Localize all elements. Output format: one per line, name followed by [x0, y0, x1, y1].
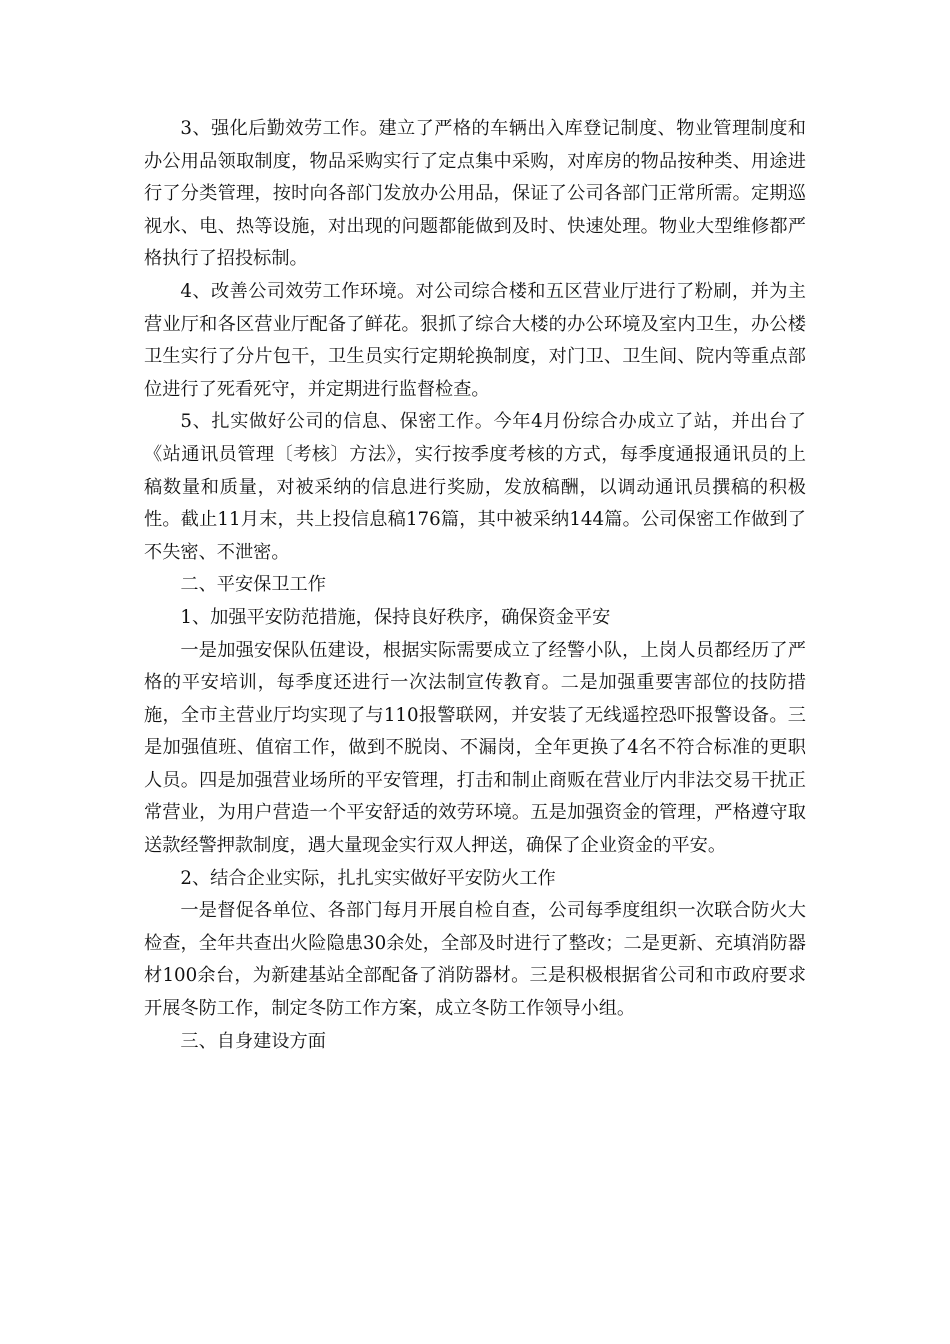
paragraph-information-confidentiality: 5、扎实做好公司的信息、保密工作。今年4月份综合办成立了站，并出台了《站通讯员管理〔考核〕方法》，实行按季度考核的方式，每季度通报通讯员的上稿数量和质量，对被采纳的信息进行奖励，发放稿酬，以调动通讯员撰稿的积极性。截止11月末，共上投信息稿176篇，其中被采纳144篇。公司保密工作做到了不失密、不泄密。 — [144, 411, 806, 563]
section-heading-self-construction: 三、自身建设方面 — [180, 1030, 326, 1052]
paragraph-work-environment: 4、改善公司效劳工作环境。对公司综合楼和五区营业厅进行了粉刷，并为主营业厅和各区营业厅配备了鲜花。狠抓了综合大楼的办公环境及室内卫生，办公楼卫生实行了分片包干，卫生员实行定期轮换制度，对门卫、卫生间、院内等重点部位进行了死看死守，并定期进行监督检查。 — [144, 280, 806, 400]
paragraph-security-measures: 一是加强安保队伍建设，根据实际需要成立了经警小队，上岗人员都经历了严格的平安培训，每季度还进行一次法制宣传教育。二是加强重要害部位的技防措施，全市主营业厅均实现了与110报警联网，并安装了无线遥控恐吓报警设备。三是加强值班、值宿工作，做到不脱岗、不漏岗，全年更换了4名不符合标准的更职人员。四是加强营业场所的平安管理，打击和制止商贩在营业厅内非法交易干扰正常营业，为用户营造一个平安舒适的效劳环境。五是加强资金的管理，严格遵守取送款经警押款制度，遇大量现金实行双人押送，确保了企业资金的平安。 — [144, 639, 806, 857]
section-heading-security: 二、平安保卫工作 — [180, 574, 326, 596]
paragraph-logistics-service: 3、强化后勤效劳工作。建立了严格的车辆出入库登记制度、物业管理制度和办公用品领取制度，物品采购实行了定点集中采购，对库房的物品按种类、用途进行了分类管理，按时向各部门发放办公用品，保证了公司各部门正常所需。定期巡视水、电、热等设施，对出现的问题都能做到及时、快速处理。物业大型维修都严格执行了招投标制。 — [144, 118, 806, 270]
paragraph-fire-safety: 一是督促各单位、各部门每月开展自检自查，公司每季度组织一次联合防火大检查，全年共查出火险隐患30余处，全部及时进行了整改；二是更新、充填消防器材100余台，为新建基站全部配备了消防器材。三是积极根据省公司和市政府要求开展冬防工作，制定冬防工作方案，成立冬防工作领导小组。 — [144, 900, 806, 1020]
subheading-security-measures: 1、加强平安防范措施，保持良好秩序，确保资金平安 — [180, 606, 611, 628]
subheading-fire-safety: 2、结合企业实际，扎扎实实做好平安防火工作 — [180, 867, 556, 889]
document-body — [144, 113, 806, 1058]
